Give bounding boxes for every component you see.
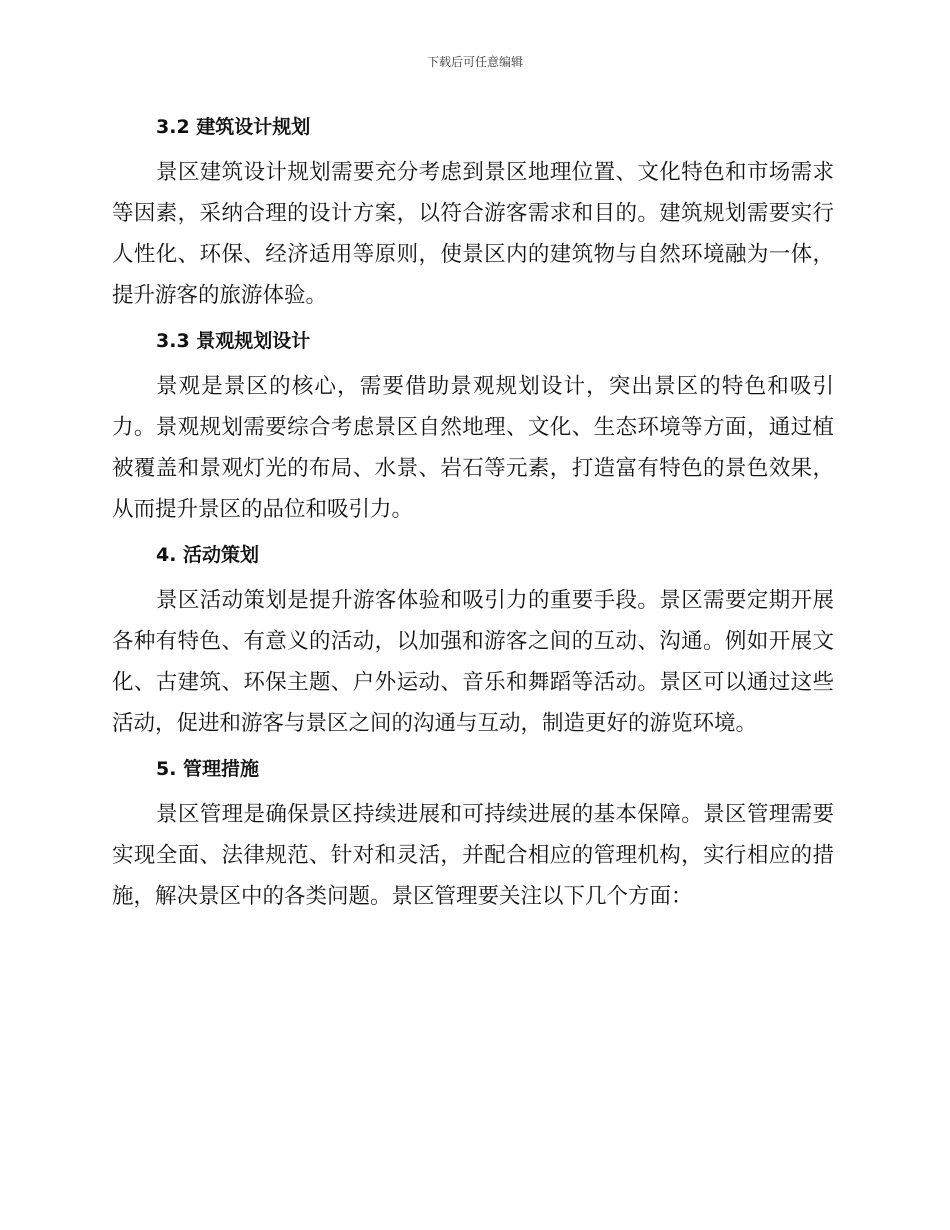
section-3-3 bbox=[112, 324, 834, 530]
section-5 bbox=[112, 752, 834, 917]
section-paragraph: 景观是景区的核心，需要借助景观规划设计，突出景区的特色和吸引力。景观规划需要综合考虑景区自然地理、文化、生态环境等方面，通过植被覆盖和景观灯光的布局、水景、岩石等元素，打造富有特色的景色效果，从而提升景区的品位和吸引力。 bbox=[112, 374, 834, 522]
page-header: 下载后可任意编辑 bbox=[426, 55, 523, 69]
section-paragraph: 景区管理是确保景区持续进展和可持续进展的基本保障。景区管理需要实现全面、法律规范、针对和灵活，并配合相应的管理机构，实行相应的措施，解决景区中的各类问题。景区管理要关注以下几个方面： bbox=[112, 802, 834, 909]
section-paragraph: 景区建筑设计规划需要充分考虑到景区地理位置、文化特色和市场需求等因素，采纳合理的设计方案，以符合游客需求和目的。建筑规划需要实行人性化、环保、经济适用等原则，使景区内的建筑物与自然环境融为一体，提升游客的旅游体验。 bbox=[112, 160, 834, 308]
section-heading: 5. 管理措施 bbox=[156, 758, 260, 780]
section-4 bbox=[112, 538, 834, 744]
section-heading: 3.2 建筑设计规划 bbox=[156, 116, 311, 138]
document-body bbox=[112, 110, 834, 925]
section-heading: 3.3 景观规划设计 bbox=[156, 330, 311, 352]
section-paragraph: 景区活动策划是提升游客体验和吸引力的重要手段。景区需要定期开展各种有特色、有意义的活动，以加强和游客之间的互动、沟通。例如开展文化、古建筑、环保主题、户外运动、音乐和舞蹈等活动。景区可以通过这些活动，促进和游客与景区之间的沟通与互动，制造更好的游览环境。 bbox=[112, 588, 834, 736]
section-heading: 4. 活动策划 bbox=[156, 544, 260, 566]
section-3-2 bbox=[112, 110, 834, 316]
